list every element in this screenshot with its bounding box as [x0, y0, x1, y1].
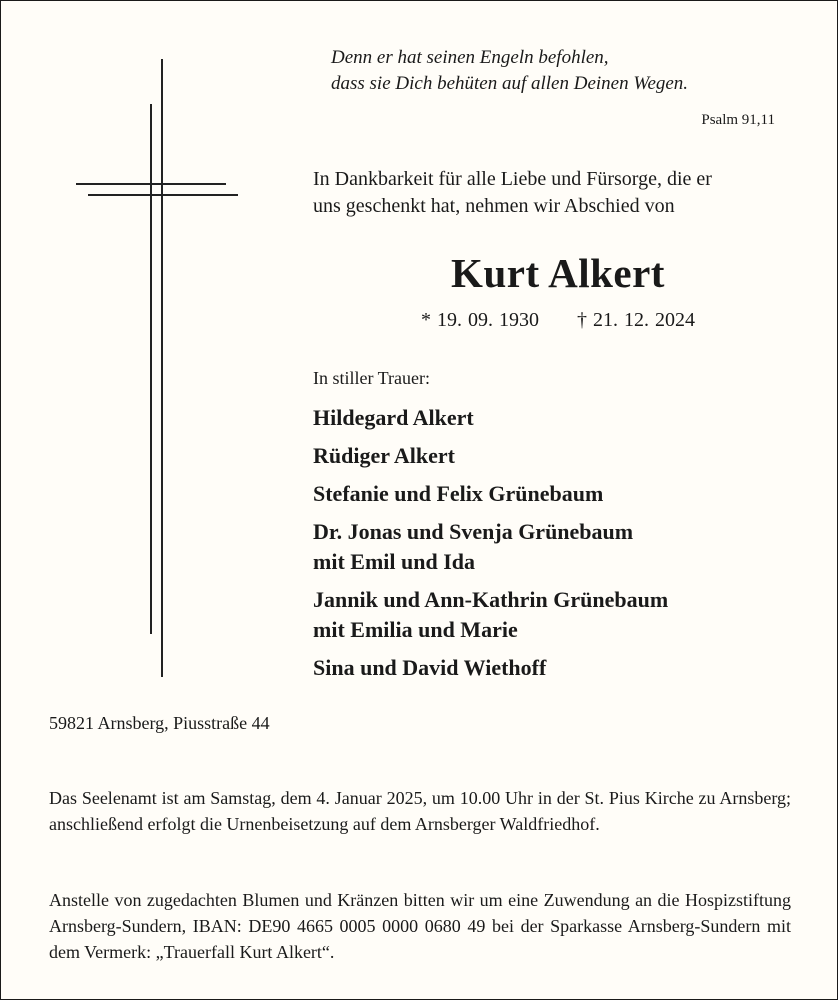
death-date: † 21. 12. 2024: [577, 309, 695, 331]
mourner-entry: [313, 585, 668, 645]
intro-line-2: uns geschenkt hat, nehmen wir Abschied von: [313, 195, 675, 217]
mourner-line: Jannik und Ann-Kathrin Grünebaum: [313, 587, 669, 612]
verse-line-2: dass sie Dich behüten auf allen Deinen Wegen.: [331, 73, 689, 94]
mourner-subline: mit Emil und Ida: [313, 549, 475, 574]
mourning-label: In stiller Trauer:: [313, 368, 430, 388]
mourner-line: Rüdiger Alkert: [313, 443, 455, 468]
cross-vertical-long: [161, 59, 163, 677]
mourner-entry: [313, 479, 668, 509]
mourner-entry: [313, 403, 668, 433]
verse-reference: Psalm 91,11: [701, 112, 775, 128]
verse-line-1: Denn er hat seinen Engeln befohlen,: [331, 47, 609, 68]
mourner-entry: [313, 653, 668, 683]
cross-horizontal-top: [76, 183, 226, 185]
mourner-line: Dr. Jonas und Svenja Grünebaum: [313, 519, 634, 544]
mourner-entry: [313, 517, 668, 577]
service-info: Das Seelenamt ist am Samstag, dem 4. Januar 2025, um 10.00 Uhr in der St. Pius Kirche zu Arnsberg; anschließend erfolgt die Urnenbeisetzung auf dem Arnsberger Waldfriedhof.: [49, 788, 791, 834]
cross-horizontal-bottom: [88, 194, 238, 196]
mourner-line: Stefanie und Felix Grünebaum: [313, 481, 604, 506]
mourner-subline: mit Emilia und Marie: [313, 617, 518, 642]
mourner-line: Sina und David Wiethoff: [313, 655, 547, 680]
life-dates: [313, 309, 803, 332]
family-address: 59821 Arnsberg, Piusstraße 44: [49, 713, 270, 733]
intro-line-1: In Dankbarkeit für alle Liebe und Fürsorge, die er: [313, 168, 712, 190]
mourner-entry: [313, 441, 668, 471]
donation-info: Anstelle von zugedachten Blumen und Kränzen bitten wir um eine Zuwendung an die Hospizstiftung Arnsberg-Sundern, IBAN: DE90 4665 0005 0000 0680 49 bei der Sparkasse Arnsberg-Sundern mit dem Vermerk: „Trauerfall Kurt Alkert“.: [49, 890, 791, 962]
intro-text: [313, 166, 803, 220]
mourners-list: [313, 403, 668, 691]
birth-date: * 19. 09. 1930: [421, 309, 539, 331]
mourner-line: Hildegard Alkert: [313, 405, 474, 430]
bible-verse: [331, 45, 688, 97]
deceased-name: Kurt Alkert: [451, 250, 665, 296]
